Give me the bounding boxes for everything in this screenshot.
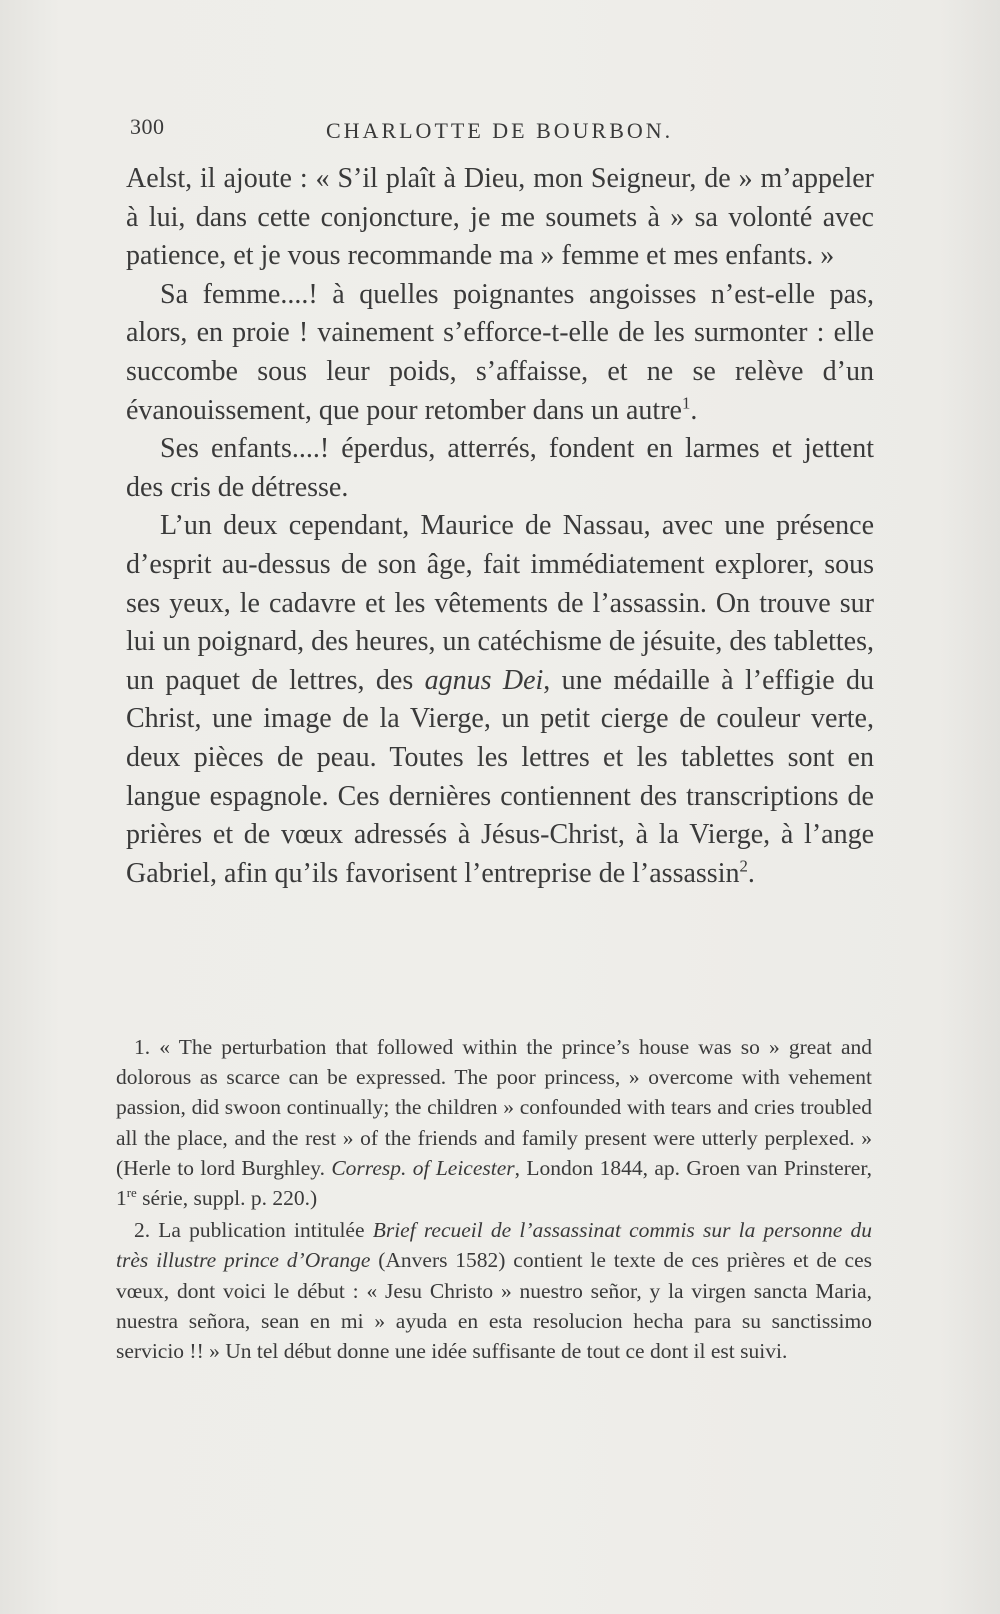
footnote-1: 1. « The perturbation that followed within the prince’s house was so » great and dolorous as scarce can be expressed. The poor princess, » overcome with vehement passion, did swoon continually; the children » confounded with tears and cries troubled all the place, and the rest » of the friends and family present were utterly perplexed. » (Herle to lord Burghley. Corresp. of Leicester, London 1844, ap. Groen van Prinsterer, 1re série, suppl. p. 220.) — [116, 1035, 873, 1211]
footnote-2: 2. La publication intitulée Brief recueil de l’assassinat commis sur la personne du très illustre prince d’Orange (Anvers 1582) contient le texte de ces prières et de ces vœux, dont voici le début : « Jesu Christo » nuestro señor, y la virgen sancta Maria, nuestra señora, sean en mi » ayuda en esta resolucion hecha para su sanctissimo servicio !! » Un tel début donne une idée suffisante de tout ce dont il est suivi. — [116, 1218, 873, 1364]
footnote-ref-1[interactable]: 1 — [681, 393, 691, 413]
paragraph-3: Ses enfants....! éperdus, atterrés, fondent en larmes et jettent des cris de détresse. — [126, 433, 874, 503]
italic-term: agnus Dei — [424, 664, 544, 696]
main-text — [126, 160, 874, 893]
paragraph-1: Aelst, il ajoute : « S’il plaît à Dieu, mon Seigneur, de » m’appeler à lui, dans cette conjoncture, je me soumets à » sa volonté avec patience, et je vous recommande ma » femme et mes enfants. » — [126, 163, 874, 272]
running-title: CHARLOTTE DE BOURBON. — [326, 118, 674, 143]
paragraph-4: L’un deux cependant, Maurice de Nassau, avec une présence d’esprit au-dessus de son âge, fait immédiatement explorer, sous ses yeux, le cadavre et les vêtements de l’assassin. On trouve sur lui un poignard, des heures, un catéchisme de jésuite, des tablettes, un paquet de lettres, des agnus Dei, une médaille à l’effigie du Christ, une image de la Vierge, un petit cierge de couleur verte, deux pièces de peau. Toutes les lettres et les tablettes sont en langue espagnole. Ces dernières contiennent des transcriptions de prières et de vœux adressés à Jésus-Christ, à la Vierge, à l’ange Gabriel, afin qu’ils favorisent l’entreprise de l’assassin$^2$. — [126, 510, 875, 889]
footnote-ref-2[interactable]: 2 — [739, 856, 748, 876]
footnotes — [116, 1032, 872, 1366]
paragraph-2: Sa femme....! à quelles poignantes angoisses n’est-elle pas, alors, en proie ! vainement s’efforce-t-elle de les surmonter : elle succombe sous leur poids, s’affaisse, et ne se relève d’un évanouissement, que pour retomber dans un autre$^1$. — [126, 278, 874, 426]
page-number: 300 — [130, 114, 165, 139]
page-header — [130, 114, 872, 150]
